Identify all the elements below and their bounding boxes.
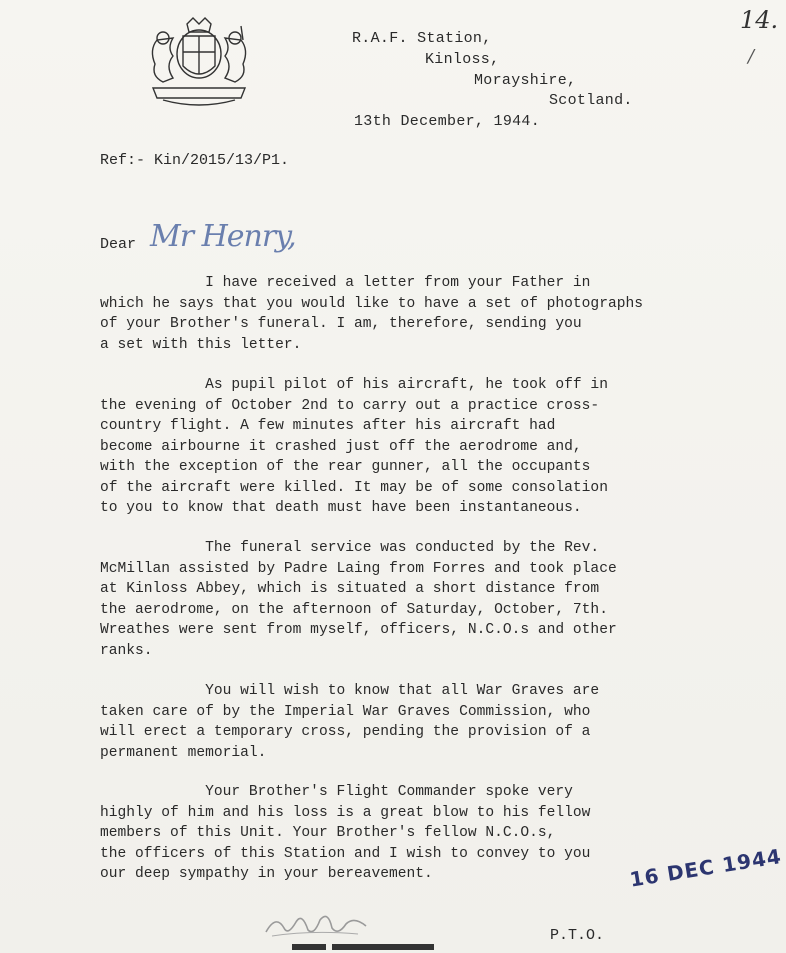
paragraph-accident (100, 375, 740, 519)
text-line: The funeral service was conducted by the Rev. (100, 540, 600, 556)
paragraph-war-graves (100, 681, 740, 763)
text-line: of your Brother's funeral. I am, therefore, sending you (100, 316, 582, 332)
text-line: highly of him and his loss is a great blow to his fellow (100, 804, 591, 821)
page-number: 14. (740, 6, 779, 34)
bottom-edge-bar (292, 944, 326, 950)
address-county: Morayshire, (474, 72, 577, 89)
text-line: country flight. A few minutes after his aircraft had (100, 418, 556, 434)
paragraph-funeral (100, 538, 740, 661)
text-line: become airbourne it crashed just off the aerodrome and, (100, 438, 582, 455)
text-line: Your Brother's Flight Commander spoke very (100, 784, 573, 800)
text-line: members of this Unit. Your Brother's fellow N.C.O.s, (100, 825, 556, 841)
text-line: which he says that you would like to have a set of photographs (100, 295, 643, 312)
text-line: You will wish to know that all War Graves are (100, 683, 600, 699)
text-line: to you to know that death must have been instantaneous. (100, 500, 582, 516)
faint-signature-mark (262, 906, 372, 942)
text-line: I have received a letter from your Father in (100, 275, 591, 291)
letter-date: 13th December, 1944. (354, 113, 541, 130)
paragraph-photographs (100, 273, 740, 355)
salutation-dear: Dear (100, 236, 137, 253)
handwritten-recipient-name: Mr Henry, (150, 219, 296, 254)
text-line: As pupil pilot of his aircraft, he took off in (100, 377, 608, 393)
address-town: Kinloss, (425, 51, 500, 68)
royal-coat-of-arms-emblem (143, 16, 255, 112)
text-line: Wreathes were sent from myself, officers, N.C.O.s and other (100, 622, 617, 638)
please-turn-over: P.T.O. (550, 927, 605, 944)
received-date-stamp: 16 DEC 1944 (628, 844, 784, 892)
text-line: of the aircraft were killed. It may be of some consolation (100, 479, 608, 496)
text-line: will erect a temporary cross, pending the provision of a (100, 724, 591, 740)
text-line: taken care of by the Imperial War Graves Commission, who (100, 703, 591, 720)
text-line: with the exception of the rear gunner, all the occupants (100, 459, 591, 475)
address-country: Scotland. (549, 92, 633, 109)
text-line: ranks. (100, 642, 153, 659)
text-line: the aerodrome, on the afternoon of Saturday, October, 7th. (100, 601, 608, 618)
text-line: the officers of this Station and I wish to convey to you (100, 845, 591, 862)
bottom-edge-bar (332, 944, 434, 950)
text-line: our deep sympathy in your bereavement. (100, 866, 433, 882)
text-line: at Kinloss Abbey, which is situated a short distance from (100, 581, 600, 597)
text-line: the evening of October 2nd to carry out a practice cross- (100, 397, 600, 414)
text-line: a set with this letter. (100, 336, 302, 353)
text-line: permanent memorial. (100, 744, 267, 761)
address-station: R.A.F. Station, (352, 30, 492, 47)
text-line: McMillan assisted by Padre Laing from Forres and took place (100, 560, 617, 577)
reference-number: Ref:- Kin/2015/13/P1. (100, 152, 290, 169)
pencil-tick-mark: / (748, 46, 755, 67)
